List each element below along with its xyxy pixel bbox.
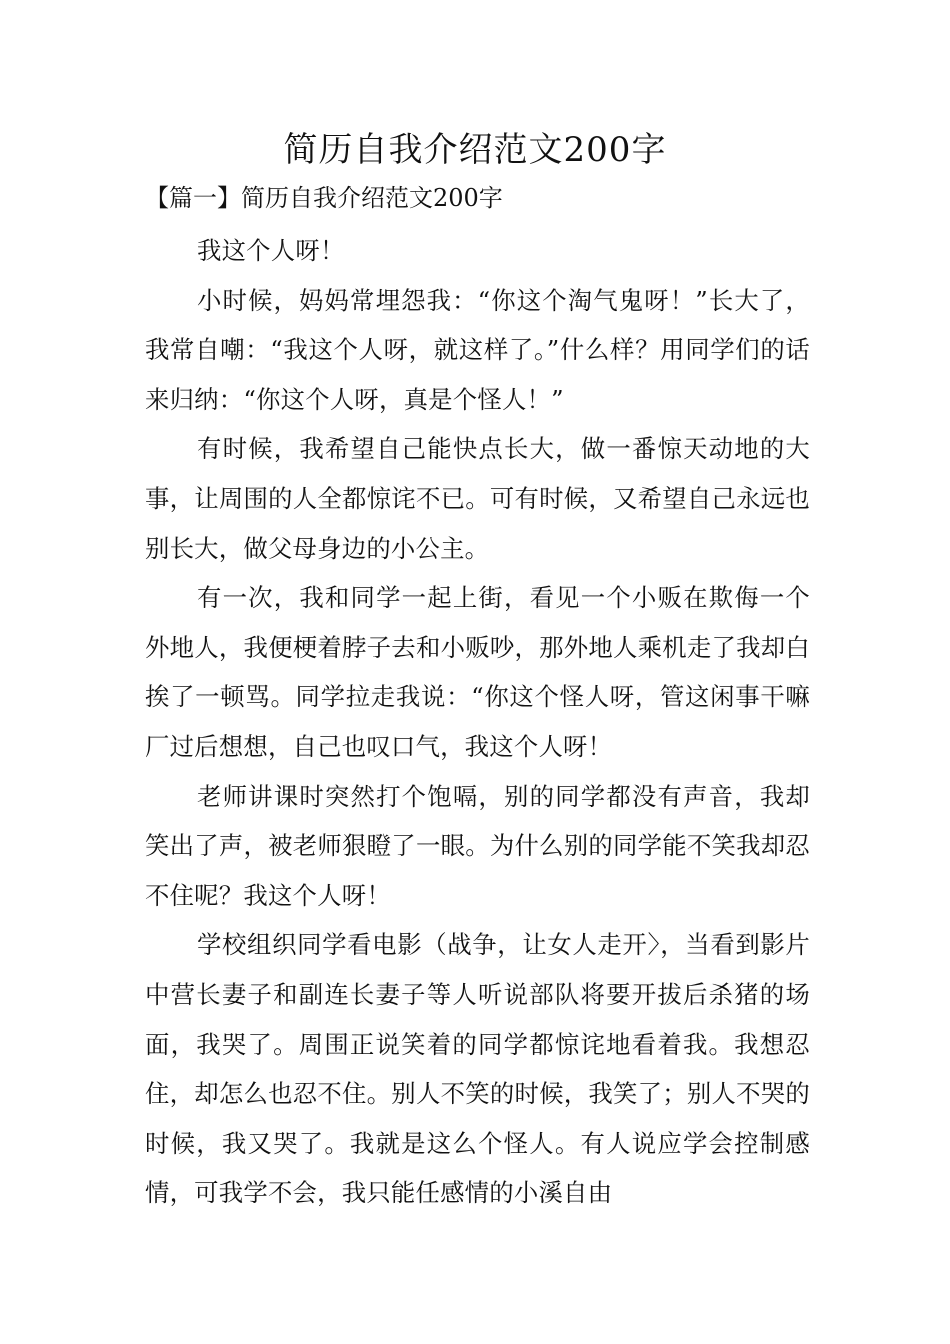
paragraph: 有时候，我希望自己能快点长大，做一番惊天动地的大事，让周围的人全都惊诧不已。可有时候，又希望自己永远也别长大，做父母身边的小公主。	[145, 434, 810, 563]
paragraph: 有一次，我和同学一起上街，看见一个小贩在欺侮一个外地人，我便梗着脖子去和小贩吵，那外地人乘机走了我却白挨了一顿骂。同学拉走我说：“你这个怪人呀，管这闲事干嘛厂过后想想，自己也叹口气，我这个人呀！	[145, 583, 810, 761]
document-body	[145, 226, 810, 1218]
document-title: 简历自我介绍范文200字	[283, 130, 667, 170]
paragraph: 小时候，妈妈常埋怨我：“你这个淘气鬼呀！”长大了，我常自嘲：“我这个人呀，就这样了。”什么样？用同学们的话来归纳：“你这个人呀，真是个怪人！”	[145, 285, 810, 414]
paragraph: 老师讲课时突然打个饱嗝，别的同学都没有声音，我却笑出了声，被老师狠瞪了一眼。为什么别的同学能不笑我却忍不住呢？我这个人呀！	[145, 781, 810, 910]
paragraph: 我这个人呀！	[197, 236, 345, 265]
paragraph: 学校组织同学看电影（战争，让女人走开〉，当看到影片中营长妻子和副连长妻子等人听说部队将要开拔后杀猪的场面，我哭了。周围正说笑着的同学都惊诧地看着我。我想忍住，却怎么也忍不住。别人不笑的时候，我笑了；别人不哭的时候，我又哭了。我就是这么个怪人。有人说应学会控制感情，可我学不会，我只能任感情的小溪自由	[145, 930, 810, 1208]
section-heading: 【篇一】简历自我介绍范文200字	[145, 184, 503, 212]
